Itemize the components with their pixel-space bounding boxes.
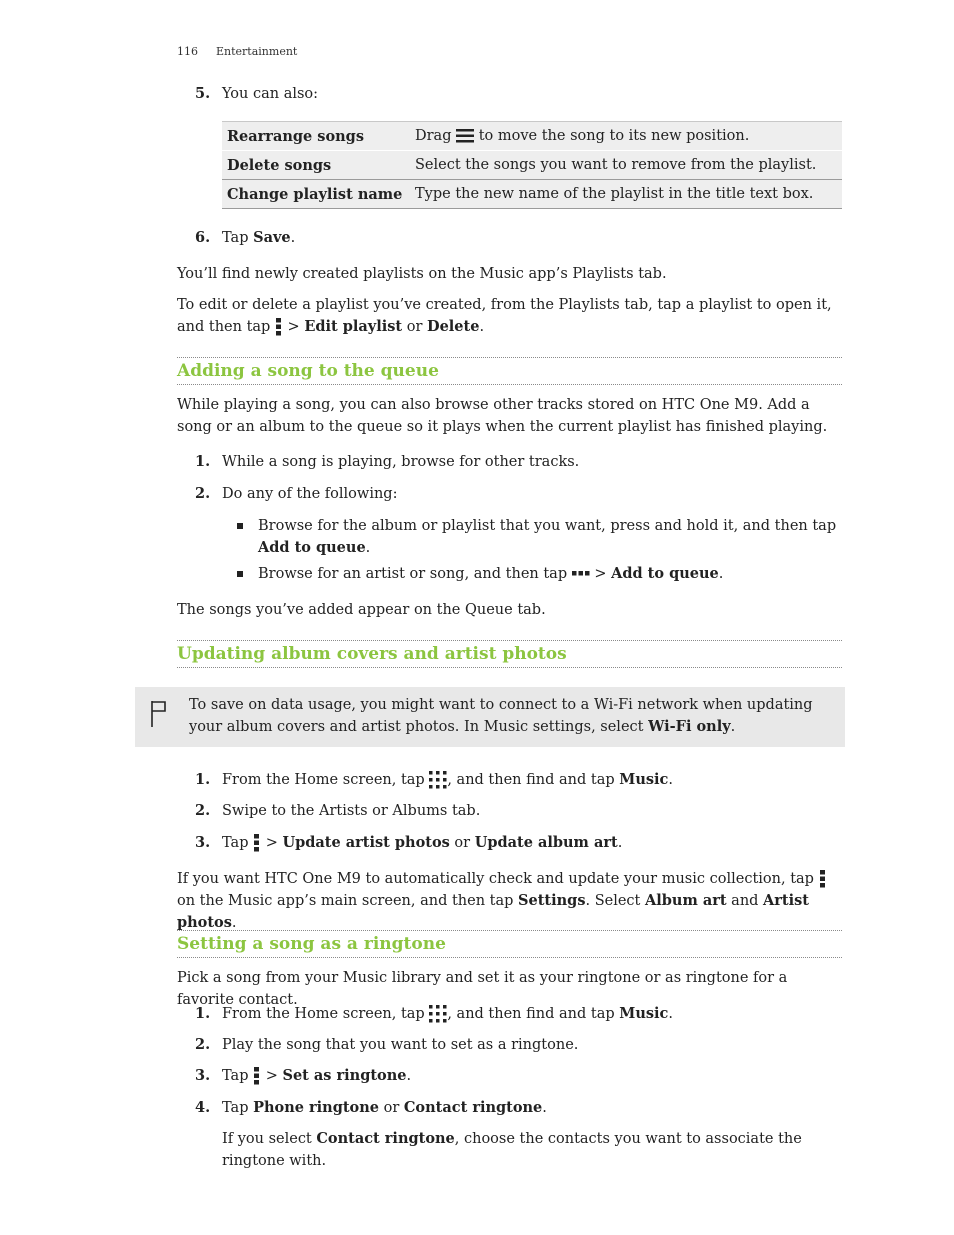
table-label: Change playlist name — [222, 180, 410, 209]
step-text: Tap > Update artist photos or Update album art. — [222, 834, 623, 851]
step-text: You can also: — [222, 86, 319, 102]
more-vertical-icon — [819, 870, 827, 888]
paragraph: If you want HTC One M9 to automatically check and update your music collection, tap on the Music app’s main screen, and then tap Settings. Select Album art and Artist photos. — [177, 868, 842, 934]
heading-text: Setting a song as a ringtone — [177, 934, 446, 954]
step-number: 2. — [195, 485, 211, 502]
more-horizontal-icon — [572, 570, 590, 578]
step-text: Tap > Set as ringtone. — [222, 1067, 412, 1084]
step-text: Tap Phone ringtone or Contact ringtone. — [222, 1099, 547, 1116]
bullet-marker — [237, 571, 243, 577]
table-text: to move the song to its new position. — [478, 128, 750, 144]
more-vertical-icon — [253, 1067, 261, 1085]
bullet-marker — [237, 523, 243, 529]
heading-text: Updating album covers and artist photos — [177, 644, 567, 664]
step-number: 2. — [195, 802, 211, 819]
more-vertical-icon — [275, 318, 283, 336]
paragraph: Pick a song from your Music library and set it as your ringtone or as ringtone for a favorite contact. — [177, 970, 788, 1008]
section-heading — [177, 640, 842, 668]
note-box — [135, 687, 845, 747]
list-item-text: Browse for the album or playlist that you want, press and hold it, and then tap Add to queue. — [258, 518, 837, 556]
apps-grid-icon — [429, 771, 447, 789]
heading-text: Adding a song to the queue — [177, 361, 439, 381]
step-number: 4. — [195, 1099, 211, 1116]
table-row — [222, 151, 842, 180]
paragraph: While playing a song, you can also browse other tracks stored on HTC One M9. Add a song or an album to the queue so it plays when the current playlist has finished playing. — [177, 397, 828, 435]
step-number: 1. — [195, 771, 211, 788]
list-item-text: Browse for an artist or song, and then tap > Add to queue. — [258, 565, 724, 582]
step-number: 2. — [195, 1036, 211, 1053]
table-row — [222, 122, 842, 151]
section-heading — [177, 357, 842, 385]
section-heading — [177, 930, 842, 958]
table-value — [410, 122, 842, 151]
step-number: 3. — [195, 1067, 211, 1084]
step-text: While a song is playing, browse for other tracks. — [222, 454, 580, 470]
page-number: 116 — [177, 45, 198, 58]
step-text: If you select Contact ringtone, choose the contacts you want to associate the ringtone with. — [222, 1130, 802, 1169]
step-number: 3. — [195, 834, 211, 851]
apps-grid-icon — [429, 1005, 447, 1023]
paragraph: You’ll find newly created playlists on the Music app’s Playlists tab. — [177, 266, 667, 282]
step-number: 5. — [195, 85, 211, 102]
options-table — [222, 121, 842, 209]
table-text: Drag — [415, 128, 452, 144]
paragraph: The songs you’ve added appear on the Queue tab. — [177, 602, 546, 618]
more-vertical-icon — [253, 834, 261, 852]
step-text: From the Home screen, tap , and then find and tap Music. — [222, 771, 673, 788]
step-text: Play the song that you want to set as a ringtone. — [222, 1037, 579, 1053]
paragraph: To edit or delete a playlist you’ve created, from the Playlists tab, tap a playlist to open it, and then tap > Edit playlist or Delete. — [177, 297, 832, 335]
note-text: To save on data usage, you might want to connect to a Wi-Fi network when updating your album covers and artist photos. In Music settings, select Wi-Fi only. — [189, 697, 813, 735]
step-number: 1. — [195, 453, 211, 470]
table-label: Delete songs — [222, 151, 410, 180]
step-text: From the Home screen, tap , and then find and tap Music. — [222, 1005, 673, 1022]
step-text: Do any of the following: — [222, 486, 398, 502]
table-row — [222, 180, 842, 209]
step-number: 6. — [195, 229, 211, 246]
table-value: Select the songs you want to remove from the playlist. — [410, 151, 842, 180]
step-number: 1. — [195, 1005, 211, 1022]
note-flag-icon — [149, 699, 169, 729]
table-label: Rearrange songs — [227, 127, 364, 145]
page-header — [177, 45, 315, 58]
section-name: Entertainment — [216, 45, 298, 58]
step-text: Tap Save. — [222, 229, 296, 246]
step-text: Swipe to the Artists or Albums tab. — [222, 803, 481, 819]
drag-handle-icon — [456, 128, 474, 144]
table-value: Type the new name of the playlist in the title text box. — [410, 180, 842, 209]
